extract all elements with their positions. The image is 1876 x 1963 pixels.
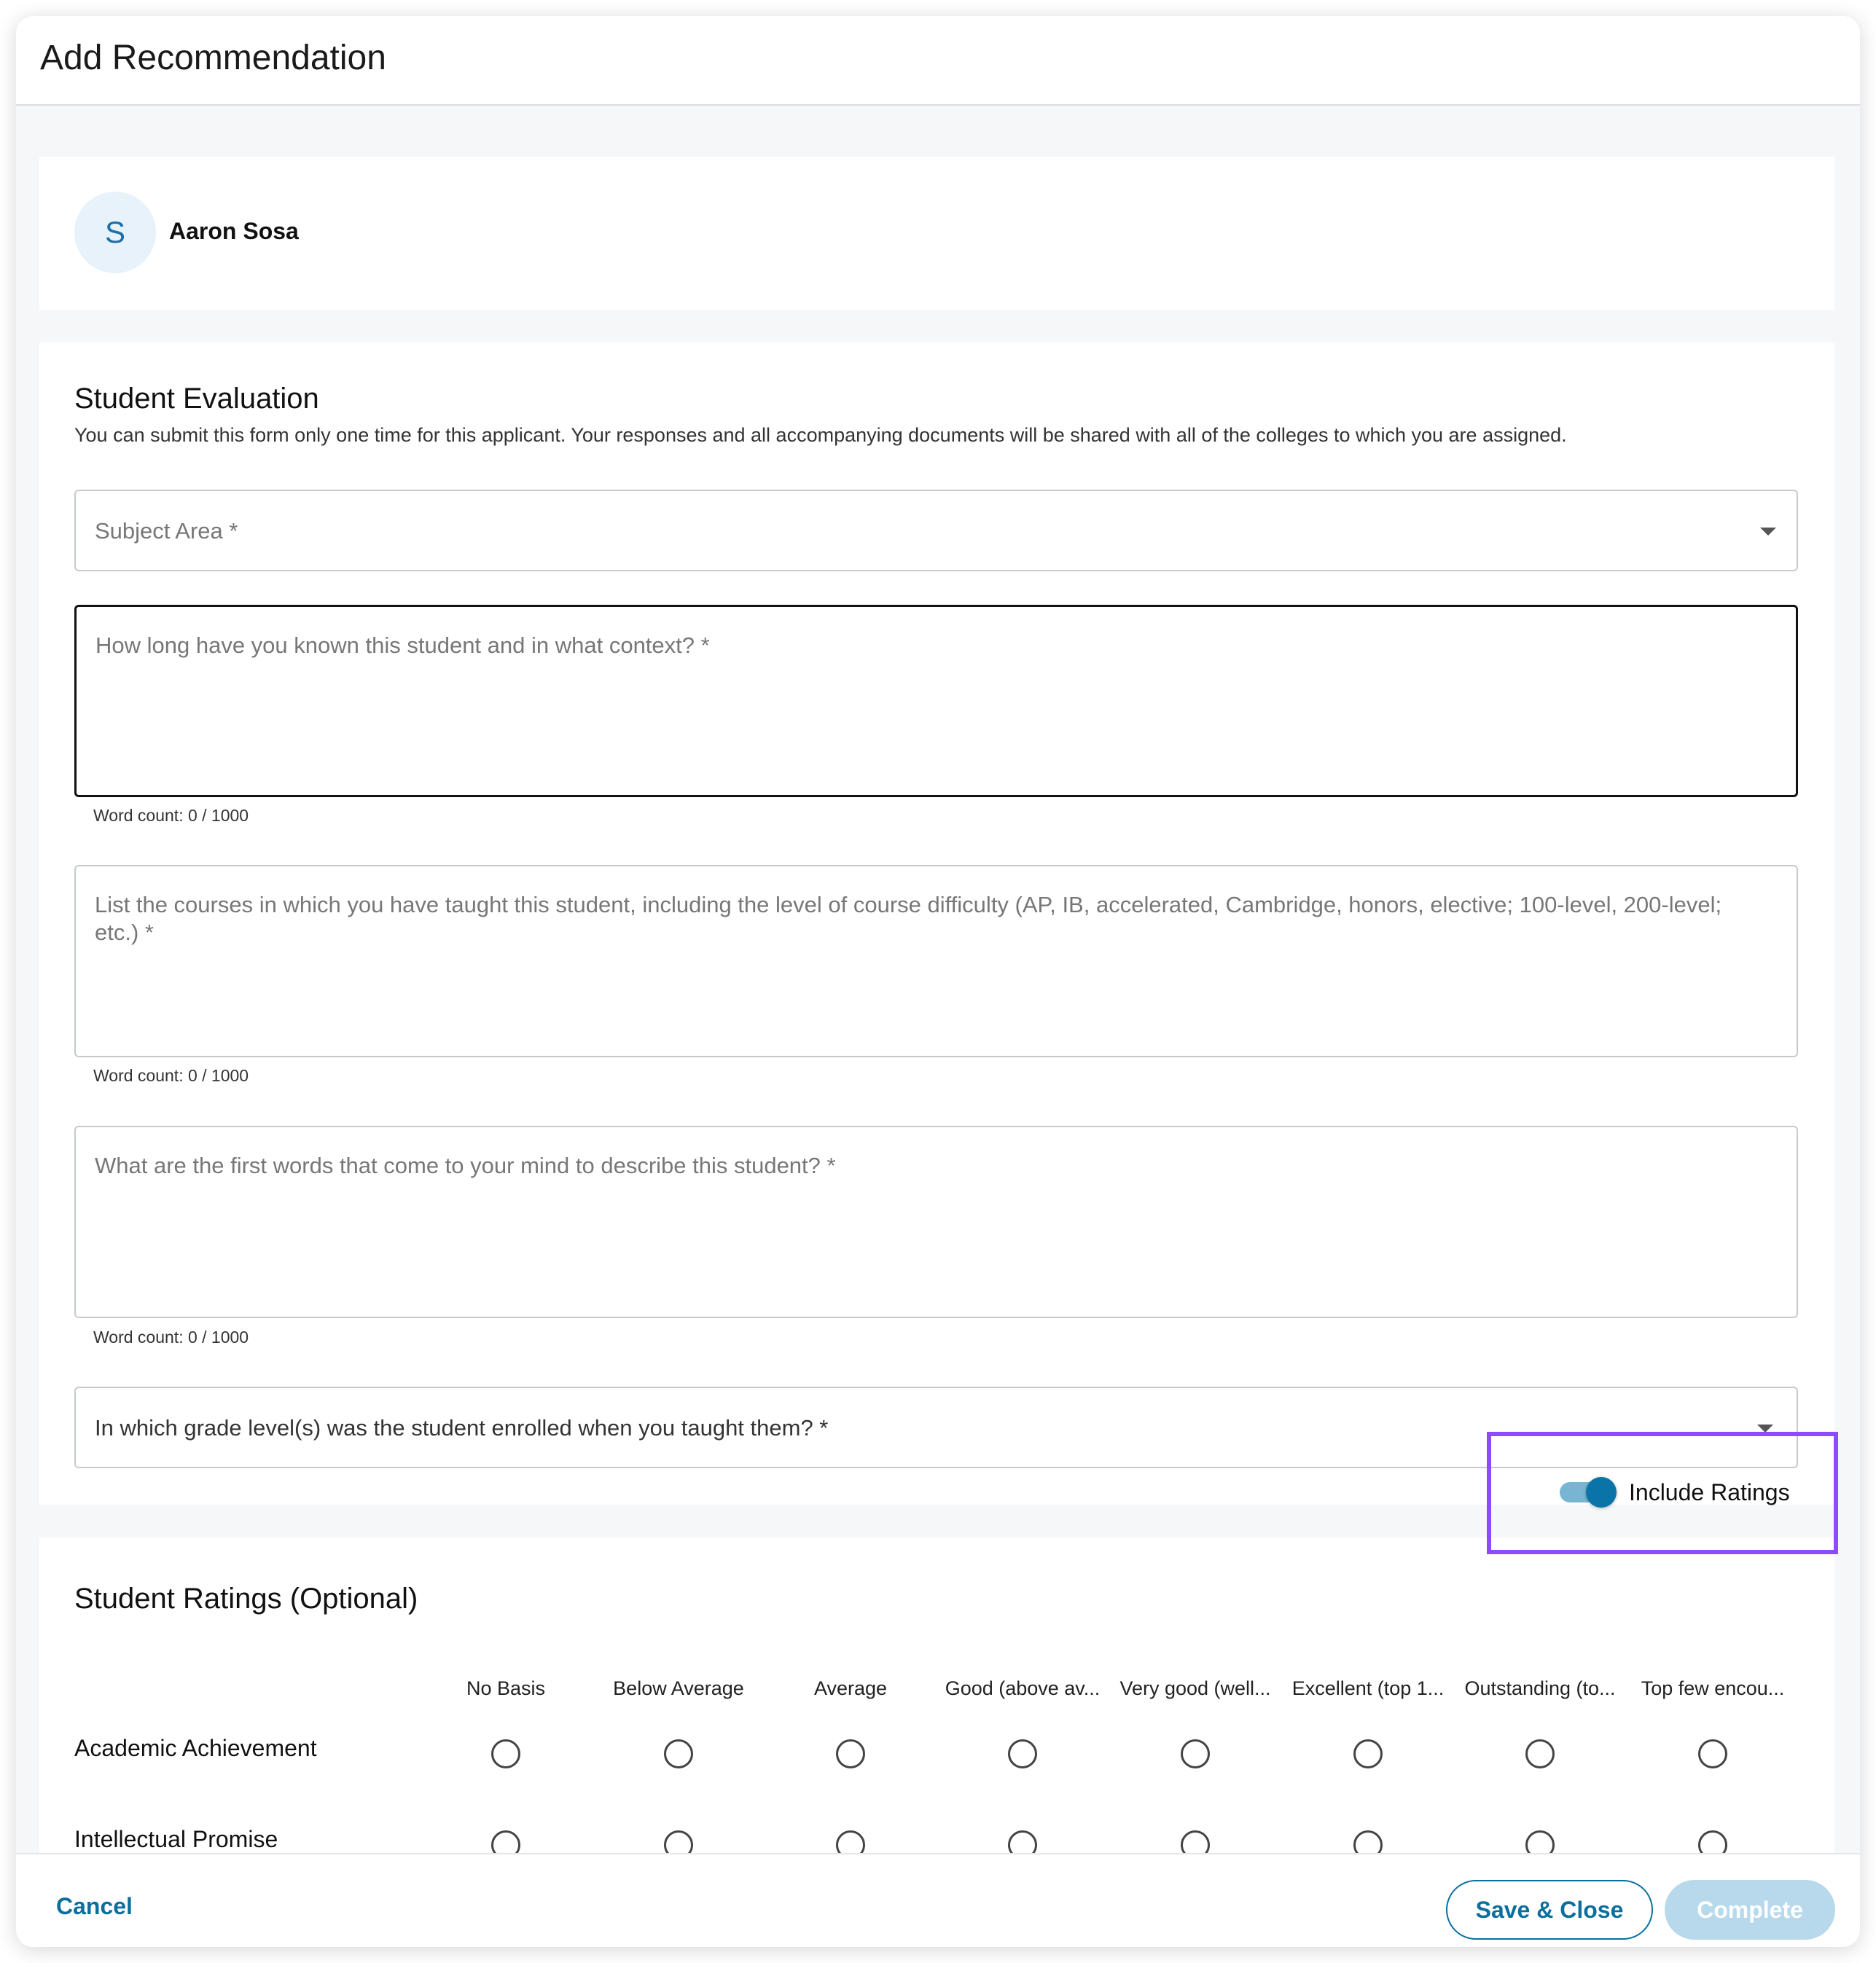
ratings-column-header: Excellent (top 1... [1291, 1677, 1445, 1699]
rating-radio[interactable] [664, 1739, 693, 1768]
subject-area-select[interactable] [74, 490, 1798, 571]
modal-title: Add Recommendation [40, 39, 386, 77]
known-context-label: How long have you known this student and in what context? * [95, 632, 710, 658]
subject-area-label: Subject Area * [95, 518, 238, 544]
save-close-button[interactable]: Save & Close [1446, 1880, 1653, 1940]
student-name: Aaron Sosa [169, 218, 299, 244]
ratings-column-header: Very good (well... [1119, 1677, 1271, 1699]
ratings-column-header: No Basis [466, 1677, 546, 1699]
known-context-textarea[interactable] [74, 605, 1798, 797]
avatar: S [74, 192, 156, 273]
courses-label: List the courses in which you have taught this student, including the level of course difficulty (AP, IB, accelerated, Cambridge, honors, elective; 100-level, 200-level; etc.) * [95, 892, 1722, 945]
rating-radio[interactable] [1181, 1739, 1210, 1768]
rating-radio[interactable] [1008, 1739, 1037, 1768]
grade-level-label: In which grade level(s) was the student enrolled when you taught them? * [95, 1415, 829, 1441]
include-ratings-toggle-thumb[interactable] [1586, 1477, 1617, 1508]
ratings-row-label: Intellectual Promise [74, 1826, 278, 1852]
ratings-column-header: Below Average [613, 1677, 744, 1699]
section-title-ratings: Student Ratings (Optional) [74, 1583, 418, 1615]
ratings-column-header: Average [813, 1677, 888, 1699]
rating-radio[interactable] [1353, 1739, 1383, 1768]
known-context-word-count: Word count: 0 / 1000 [93, 806, 249, 825]
courses-word-count: Word count: 0 / 1000 [93, 1066, 249, 1085]
ratings-column-header: Top few encou... [1641, 1677, 1785, 1699]
ratings-row-label: Academic Achievement [74, 1735, 317, 1761]
student-card [39, 157, 1834, 310]
first-words-word-count: Word count: 0 / 1000 [93, 1328, 249, 1347]
cancel-button[interactable]: Cancel [56, 1893, 133, 1919]
evaluation-description: You can submit this form only one time for this applicant. Your responses and all accompanying documents will be shared with all of the colleges to which you are assigned. [74, 424, 1567, 446]
rating-radio[interactable] [1525, 1739, 1555, 1768]
ratings-column-header: Outstanding (to... [1464, 1677, 1616, 1699]
rating-radio[interactable] [491, 1739, 520, 1768]
section-title-evaluation: Student Evaluation [74, 383, 319, 415]
first-words-label: What are the first words that come to your mind to describe this student? * [95, 1153, 836, 1178]
rating-radio[interactable] [1698, 1739, 1727, 1768]
modal-footer [16, 1853, 1860, 1947]
student-evaluation-card [39, 342, 1834, 1505]
rating-radio[interactable] [836, 1739, 865, 1768]
first-words-textarea[interactable] [74, 1126, 1798, 1318]
modal-header [16, 16, 1860, 106]
chevron-down-icon [1760, 528, 1776, 536]
complete-button[interactable]: Complete [1665, 1880, 1835, 1940]
include-ratings-label: Include Ratings [1629, 1479, 1790, 1505]
ratings-column-header: Good (above av... [945, 1677, 1101, 1699]
courses-textarea[interactable] [74, 865, 1798, 1057]
add-recommendation-modal [16, 16, 1860, 1947]
modal-body[interactable] [16, 106, 1860, 1853]
